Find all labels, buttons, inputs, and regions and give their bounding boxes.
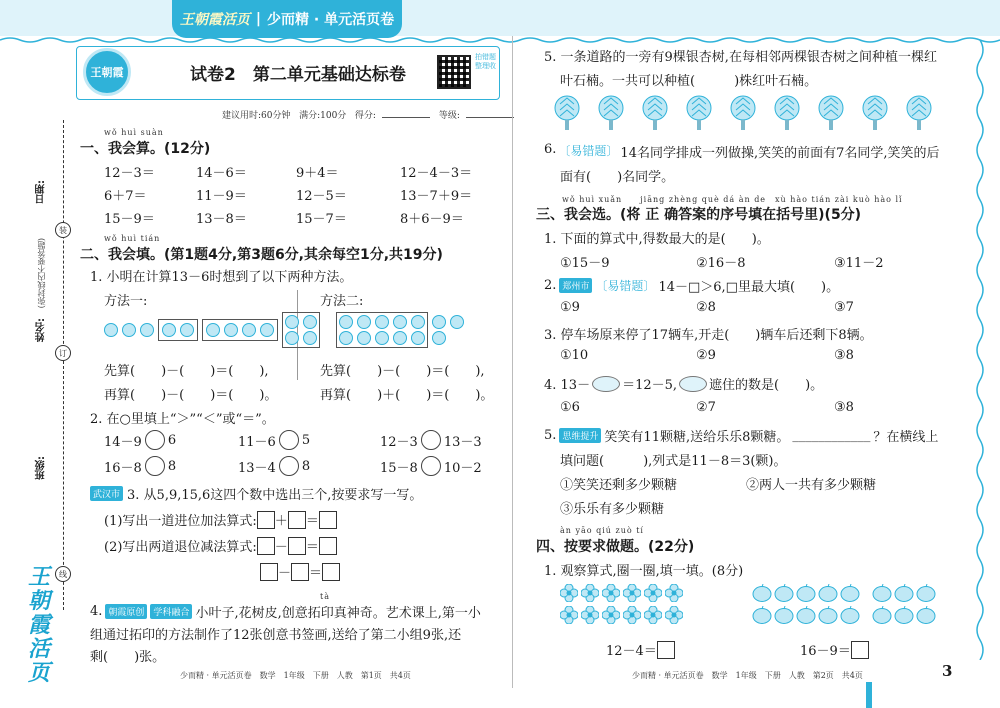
compare-item[interactable]: 13－4 8 — [238, 456, 310, 476]
binding-hole: 订 — [55, 345, 71, 361]
compare-circle — [421, 430, 441, 450]
brand-name: 王朝霞活页 — [179, 12, 250, 28]
section4-q1: 1. 观察算式,圈一圈,填一填。(8分) — [544, 564, 744, 579]
calc-item[interactable]: 9＋4＝ — [296, 166, 339, 181]
calc-item[interactable]: 15－9＝ — [104, 212, 155, 227]
flower-icon — [581, 606, 599, 624]
compare-circle — [421, 456, 441, 476]
section2-pinyin: wǒ huì tián — [104, 234, 161, 243]
wavy-divider — [0, 36, 1000, 44]
method-2-then[interactable]: 再算( )＋( )＝( )。 — [320, 388, 494, 403]
choice-option[interactable]: ②9 — [696, 348, 716, 363]
paper-title: 试卷2 第二单元基础达标卷 — [190, 65, 406, 85]
leaf-cover-icon — [679, 376, 707, 392]
flower-icon — [623, 606, 641, 624]
ginkgo-tree-icon — [684, 94, 714, 132]
vertical-brand: 王朝霞活页 — [27, 564, 50, 686]
flower-icon — [665, 606, 683, 624]
apple-group — [752, 584, 936, 624]
error-prone-tag: 〔易错题〕 — [558, 144, 619, 158]
flower-group — [560, 584, 683, 624]
calc-item[interactable]: 15－7＝ — [296, 212, 347, 227]
equation-1: 12－4＝ — [606, 640, 675, 659]
choice-option[interactable]: ①6 — [560, 400, 580, 415]
thinking-badge: 思维提升 — [559, 428, 601, 443]
apple-icon — [916, 584, 936, 602]
compare-circle — [279, 456, 299, 476]
compare-item[interactable]: 16－8 8 — [104, 456, 176, 476]
flower-icon — [665, 584, 683, 602]
section3-pinyin: wǒ huì xuǎn jiāng zhèng què dá àn de xù hào tián zài kuò hào lǐ — [562, 195, 903, 204]
tree-row — [552, 94, 934, 132]
ginkgo-tree-icon — [816, 94, 846, 132]
section4-pinyin: àn yāo qiú zuò tí — [560, 526, 644, 535]
flower-icon — [602, 584, 620, 602]
choice-option[interactable]: ①15－9 — [560, 256, 610, 271]
apple-icon — [916, 606, 936, 624]
choice-4-text: 4. 13－ ＝12－5, 遮住的数是( )。 — [544, 374, 823, 393]
calc-item[interactable]: 13－8＝ — [196, 212, 247, 227]
method-2-label: 方法二: — [320, 294, 364, 309]
choice-1-text: 1. 下面的算式中,得数最大的是( )。 — [544, 232, 770, 247]
answer-box[interactable] — [288, 511, 306, 529]
original-badge: 朝霞原创 — [105, 604, 147, 619]
question-2-6-line1: 6. 〔易错题〕 14名同学排成一列做操,笑笑的前面有7名同学,笑笑的后 — [544, 142, 940, 161]
brand-logo: 王朝霞 — [83, 48, 131, 96]
ginkgo-tree-icon — [860, 94, 890, 132]
apple-icon — [894, 584, 914, 602]
choice-option[interactable]: ②16－8 — [696, 256, 746, 271]
compare-item[interactable]: 15－8 10－2 — [380, 456, 482, 476]
score-label: 得分: — [354, 111, 376, 121]
name-label: 姓名: — [36, 318, 47, 342]
compare-circle — [145, 430, 165, 450]
section1-title: 一、我会算。(12分) — [80, 141, 211, 157]
apple-icon — [818, 606, 838, 624]
page-divider — [512, 36, 513, 688]
ginkgo-tree-icon — [772, 94, 802, 132]
grade-field[interactable] — [466, 117, 514, 118]
choice-option[interactable]: ②8 — [696, 300, 716, 315]
apple-icon — [840, 584, 860, 602]
page-number: 3 — [942, 662, 953, 680]
section2-title: 二、我会填。(第1题4分,第3题6分,其余每空1分,共19分) — [80, 247, 443, 263]
compare-item[interactable]: 14－9 6 — [104, 430, 176, 450]
question-blank[interactable]: ____________ — [792, 428, 871, 443]
choice-5-line2[interactable]: 填问题( ),列式是11－8＝3(颗)。 — [560, 454, 787, 469]
flower-icon — [623, 584, 641, 602]
seal-line — [63, 120, 64, 610]
seal-note: (弥封线内不要答题) — [37, 238, 46, 309]
answer-box[interactable] — [288, 537, 306, 555]
calc-item[interactable]: 13－7＋9＝ — [400, 189, 473, 204]
flower-icon — [560, 584, 578, 602]
answer-box[interactable] — [851, 641, 869, 659]
question-2-3: 武汉市 3. 从5,9,15,6这四个数中选出三个,按要求写一写。 — [90, 484, 422, 503]
choice-option[interactable]: ①笑笑还剩多少颗糖 — [560, 478, 678, 493]
flower-icon — [644, 606, 662, 624]
footer-left: 少而精 · 单元活页卷 数学 1年级 下册 人教 第1页 共4页 — [180, 671, 411, 680]
choice-3-text: 3. 停车场原来停了17辆车,开走( )辆车后还剩下8辆。 — [544, 328, 873, 343]
calc-item[interactable]: 12－4－3＝ — [400, 166, 473, 181]
apple-icon — [872, 584, 892, 602]
method-1-first[interactable]: 先算( )－( )＝( ), — [104, 364, 269, 379]
apple-icon — [894, 606, 914, 624]
separator: | — [255, 11, 262, 27]
choice-2-text: 2. 郑州市 〔易错题〕 14－□＞6,□里最大填( )。 — [544, 278, 840, 295]
answer-box[interactable] — [322, 563, 340, 581]
dot-group — [202, 319, 278, 341]
footer-right: 少而精 · 单元活页卷 数学 1年级 下册 人教 第2页 共4页 — [632, 671, 863, 680]
calc-item[interactable]: 8＋6－9＝ — [400, 212, 464, 227]
full-score: 满分:100分 — [299, 111, 347, 121]
calc-item[interactable]: 12－5＝ — [296, 189, 347, 204]
choice-option[interactable]: ①9 — [560, 300, 580, 315]
answer-box[interactable] — [319, 511, 337, 529]
dot-group — [158, 319, 198, 341]
q3-line-2: (2)写出两道退位减法算式: － ＝ — [104, 536, 337, 555]
apple-icon — [774, 606, 794, 624]
apple-icon — [840, 606, 860, 624]
choice-option[interactable]: ②两人一共有多少颗糖 — [746, 478, 877, 493]
question-2-6-line2[interactable]: 面有( )名同学。 — [560, 170, 675, 185]
flower-icon — [602, 606, 620, 624]
leaf-cover-icon — [592, 376, 620, 392]
choice-option[interactable]: ③乐乐有多少颗糖 — [560, 502, 665, 517]
series-name: 少而精 · 单元活页卷 — [267, 12, 395, 28]
question-2-2: 2. 在○里填上“＞”“＜”或“＝”。 — [90, 412, 275, 427]
q3-line-1: (1)写出一道进位加法算式: ＋ ＝ — [104, 510, 337, 529]
section1-pinyin: wǒ huì suàn — [104, 128, 164, 137]
apple-icon — [796, 584, 816, 602]
equation-2: 16－9＝ — [800, 640, 869, 659]
apple-icon — [796, 606, 816, 624]
counter-dot — [140, 323, 154, 337]
class-label: 班级: — [36, 456, 47, 480]
date-label: 日期: — [36, 180, 47, 204]
q4-line-3[interactable]: 剩( )张。 — [90, 650, 166, 665]
choice-option[interactable]: ②7 — [696, 400, 716, 415]
right-wavy-border — [972, 40, 988, 660]
dot-group — [336, 312, 428, 348]
question-2-1: 1. 小明在计算13－6时想到了以下两种方法。 — [90, 270, 353, 285]
error-prone-tag: 〔易错题〕 — [595, 279, 656, 293]
suggested-time: 建议用时:60分钟 — [222, 111, 291, 121]
binding-hole: 装 — [55, 222, 71, 238]
q4-line-2: 组通过拓印的方法制作了12张创意书签画,送给了第二小组9张,还 — [90, 628, 462, 643]
method-1-dots — [104, 312, 320, 348]
method-2-first[interactable]: 先算( )－( )＝( ), — [320, 364, 485, 379]
q3-line-3: － ＝ — [260, 562, 340, 581]
ginkgo-tree-icon — [640, 94, 670, 132]
answer-box[interactable] — [257, 537, 275, 555]
binding-hole: 线 — [55, 566, 71, 582]
compare-item[interactable]: 12－3 13－3 — [380, 430, 482, 450]
top-banner — [0, 0, 1000, 36]
qr-note: 拍错题整理收 — [475, 53, 496, 70]
grade-label: 等级: — [438, 111, 460, 121]
choice-option[interactable]: ①10 — [560, 348, 589, 363]
bottom-accent-bar — [866, 682, 872, 708]
dot-group — [282, 312, 320, 348]
apple-icon — [818, 584, 838, 602]
ginkgo-tree-icon — [728, 94, 758, 132]
question-2-4: 4. 朝霞原创 学科融合 小叶子,花树皮,创意拓印真神奇。艺术课上,第一小 — [90, 604, 481, 621]
apple-icon — [774, 584, 794, 602]
apple-icon — [752, 584, 772, 602]
ginkgo-tree-icon — [904, 94, 934, 132]
answer-box[interactable] — [291, 563, 309, 581]
calc-item[interactable]: 6＋7＝ — [104, 189, 147, 204]
choice-option[interactable]: ③11－2 — [834, 256, 884, 271]
calc-item[interactable]: 14－6＝ — [196, 166, 247, 181]
counter-dot — [104, 323, 118, 337]
method-1-label: 方法一: — [104, 294, 148, 309]
qr-code[interactable] — [437, 55, 471, 89]
answer-box[interactable] — [319, 537, 337, 555]
choice-option[interactable]: ③8 — [834, 348, 854, 363]
flower-icon — [560, 606, 578, 624]
pinyin-ta: tà — [320, 592, 330, 601]
region-badge: 武汉市 — [90, 486, 123, 501]
cross-subject-badge: 学科融合 — [150, 604, 192, 619]
choice-option[interactable]: ③8 — [834, 400, 854, 415]
question-2-5-line2[interactable]: 叶石楠。一共可以种植( )株红叶石楠。 — [560, 74, 818, 89]
choice-option[interactable]: ③7 — [834, 300, 854, 315]
choice-5-text: 5. 思维提升 笑笑有11颗糖,送给乐乐8颗糖。 ____________ ？在横线上 — [544, 428, 939, 445]
apple-icon — [752, 606, 772, 624]
compare-circle — [145, 456, 165, 476]
method-2-dots — [336, 312, 464, 348]
answer-box[interactable] — [657, 641, 675, 659]
counter-dot — [122, 323, 136, 337]
flower-icon — [581, 584, 599, 602]
calc-item[interactable]: 12－3＝ — [104, 166, 155, 181]
exam-info — [222, 108, 520, 121]
question-2-5-line1: 5. 一条道路的一旁有9棵银杏树,在每相邻两棵银杏树之间种植一棵红 — [544, 50, 937, 65]
region-badge: 郑州市 — [559, 278, 592, 293]
compare-item[interactable]: 11－6 5 — [238, 430, 310, 450]
calc-item[interactable]: 11－9＝ — [196, 189, 247, 204]
section4-title: 四、按要求做题。(22分) — [536, 539, 695, 555]
flower-icon — [644, 584, 662, 602]
score-field[interactable] — [382, 117, 430, 118]
dot-group — [432, 315, 464, 345]
apple-icon — [872, 606, 892, 624]
answer-box[interactable] — [260, 563, 278, 581]
method-1-then[interactable]: 再算( )－( )＝( )。 — [104, 388, 278, 403]
answer-box[interactable] — [257, 511, 275, 529]
compare-circle — [279, 430, 299, 450]
section3-title: 三、我会选。(将 正 确答案的序号填在括号里)(5分) — [536, 207, 862, 223]
ginkgo-tree-icon — [596, 94, 626, 132]
series-tab — [172, 0, 402, 38]
ginkgo-tree-icon — [552, 94, 582, 132]
